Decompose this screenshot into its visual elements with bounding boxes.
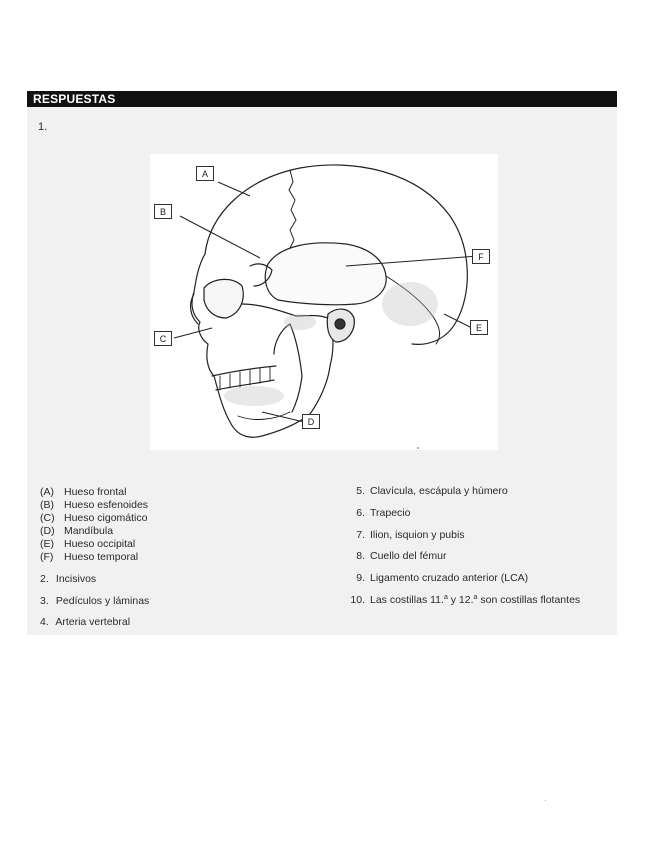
answer-bone-d: (D) Mandíbula — [40, 525, 114, 537]
label-d-box: D — [302, 414, 320, 429]
label-c-box: C — [154, 331, 172, 346]
answer-10: 10. Las costillas 11.$^a$ y 12.$^a$ son costillas flotantes — [350, 594, 581, 606]
answer-6: 6. Trapecio — [356, 507, 411, 519]
answer-2: 2. Incisivos — [40, 573, 97, 585]
answer-9: 9. Ligamento cruzado anterior (LCA) — [356, 572, 529, 584]
label-e-box: E — [470, 320, 488, 335]
label-b-box: B — [154, 204, 172, 219]
label-a-box: A — [196, 166, 214, 181]
question-number: 1. — [38, 121, 48, 133]
answer-7: 7. Ilion, isquion y pubis — [356, 529, 465, 541]
label-f-box: F — [472, 249, 490, 264]
answer-3: 3. Pedículos y láminas — [40, 595, 150, 607]
answer-bone-b: (B) Hueso esfenoides — [40, 499, 149, 511]
answer-bone-c: (C) Hueso cigomático — [40, 512, 148, 524]
skull-figure — [150, 154, 498, 450]
answer-bone-f: (F) Hueso temporal — [40, 551, 139, 563]
skull-illustration — [150, 154, 498, 450]
answer-4: 4. Arteria vertebral — [40, 616, 131, 628]
scan-speck — [545, 800, 546, 801]
answer-8: 8. Cuello del fémur — [356, 550, 447, 562]
answer-bone-a: (A) Hueso frontal — [40, 486, 127, 498]
section-header: RESPUESTAS — [27, 91, 617, 107]
answer-5: 5. Clavícula, escápula y húmero — [356, 485, 508, 497]
scan-speck — [417, 447, 419, 449]
answer-bone-e: (E) Hueso occipital — [40, 538, 136, 550]
